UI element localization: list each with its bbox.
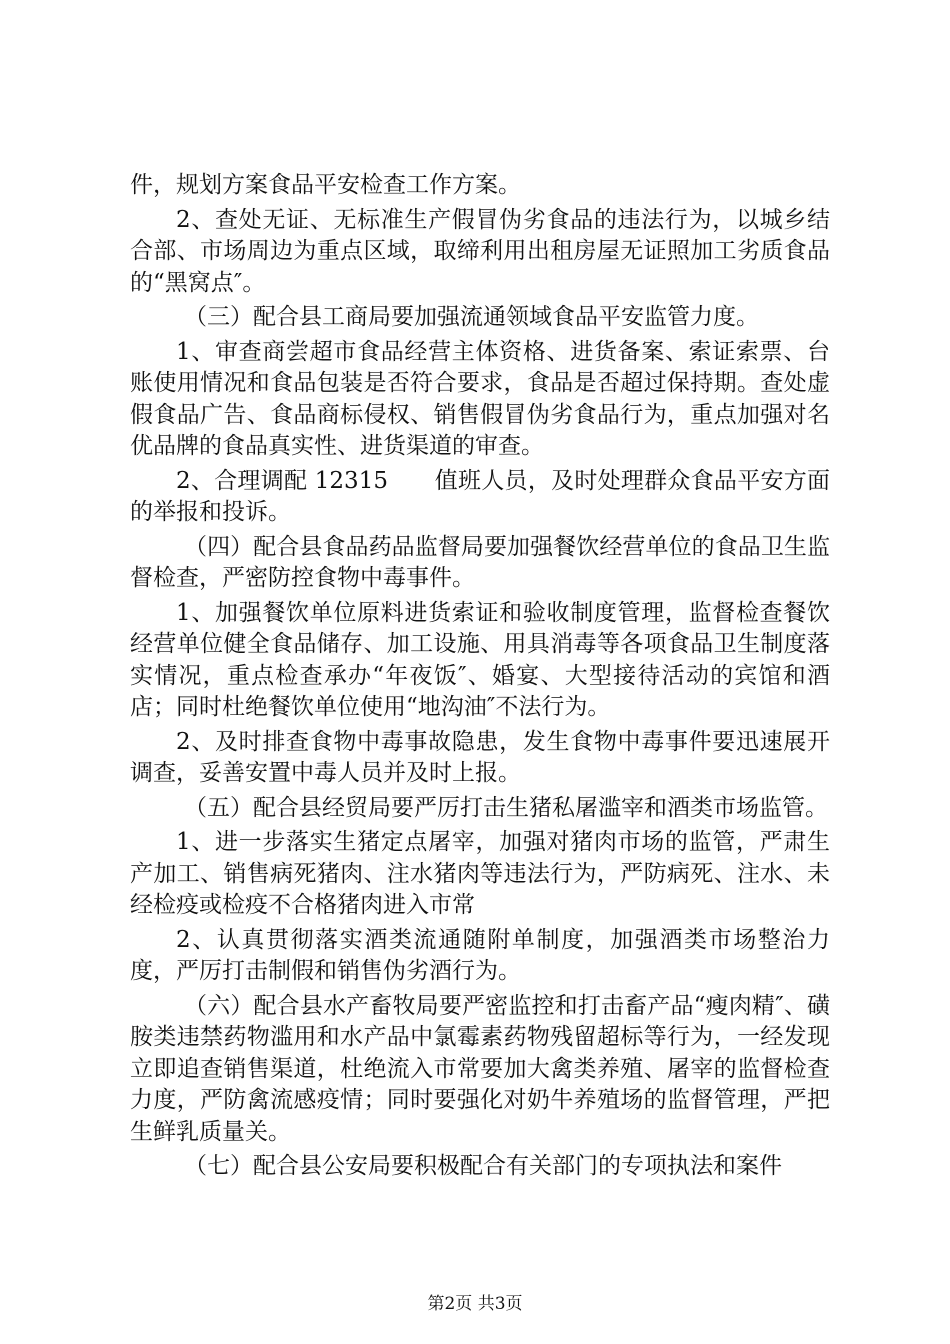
section-heading: （三）配合县工商局要加强流通领域食品平安监管力度。 (184, 304, 759, 330)
paragraph-item: 2、合理调配 12315 值班人员，及时处理群众食品平安方面的举报和投诉。 (130, 467, 830, 525)
paragraph-item: 2、查处无证、无标准生产假冒伪劣食品的违法行为，以城乡结合部、市场周边为重点区域，取缔利用出租房屋无证照加工劣质食品的“黑窝点″。 (130, 206, 830, 296)
paragraph-item: 1、审查商尝超市食品经营主体资格、进货备案、索证索票、台账使用情况和食品包装是否符合要求，食品是否超过保持期。查处虚假食品广告、食品商标侵权、销售假冒伪劣食品行为，重点加强对名优品牌的食品真实性、进货渠道的审查。 (130, 338, 830, 459)
section-heading: （六）配合县水产畜牧局要严密监控和打击畜产品“瘦肉精″、磺胺类违禁药物滥用和水产品中氯霉素药物残留超标等行为，一经发现立即追查销售渠道，杜绝流入市常要加大禽类养殖、屠宰的监督检查力度，严防禽流感疫情；同时要强化对奶牛养殖场的监督管理，严把生鲜乳质量关。 (130, 992, 830, 1145)
body-text (130, 170, 830, 1186)
paragraph-item: 2、及时排查食物中毒事故隐患，发生食物中毒事件要迅速展开调查，妥善安置中毒人员并及时上报。 (130, 728, 830, 786)
paragraph-continuation: 件，规划方案食品平安检查工作方案。 (130, 172, 521, 198)
paragraph-item: 1、进一步落实生猪定点屠宰，加强对猪肉市场的监管，严肃生产加工、销售病死猪肉、注水猪肉等违法行为，严防病死、注水、未经检疫或检疫不合格猪肉进入市常 (130, 829, 830, 918)
section-heading: （五）配合县经贸局要严厉打击生猪私屠滥宰和酒类市场监管。 (184, 794, 828, 821)
section-heading: （四）配合县食品药品监督局要加强餐饮经营单位的食品卫生监督检查，严密防控食物中毒事件。 (130, 533, 830, 591)
section-heading: （七）配合县公安局要积极配合有关部门的专项执法和案件 (184, 1153, 782, 1179)
page-footer: 第2页 共3页 (427, 1294, 523, 1314)
paragraph-item: 2、认真贯彻落实酒类流通随附单制度，加强酒类市场整治力度，严厉打击制假和销售伪劣酒行为。 (130, 926, 830, 984)
paragraph-item: 1、加强餐饮单位原料进货索证和验收制度管理，监督检查餐饮经营单位健全食品储存、加工设施、用具消毒等各项食品卫生制度落实情况，重点检查承办“年夜饭″、婚宴、大型接待活动的宾馆和酒店；同时杜绝餐饮单位使用“地沟油″不法行为。 (130, 599, 830, 720)
